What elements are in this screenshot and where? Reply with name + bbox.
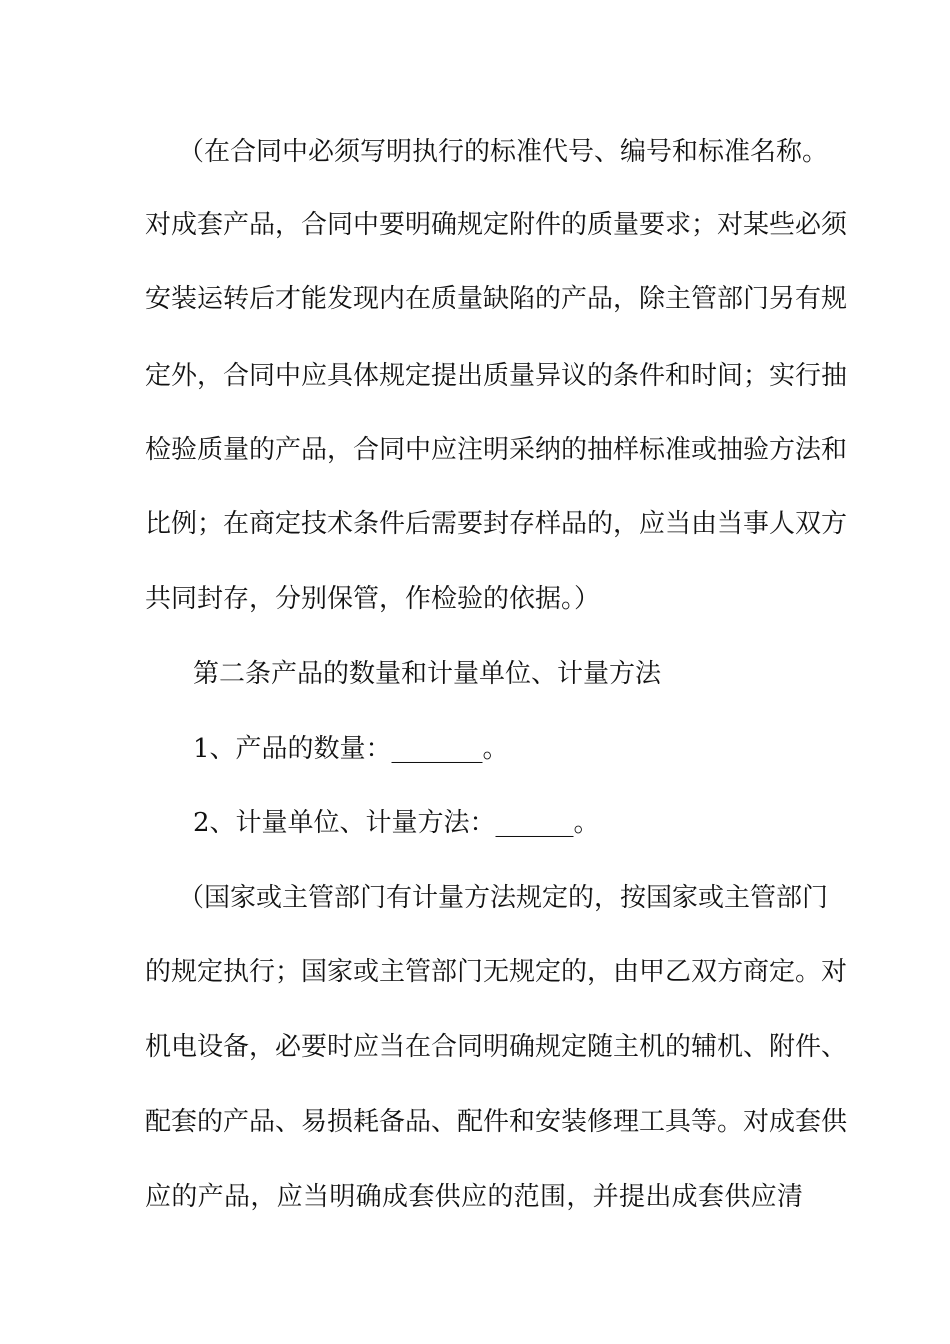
paragraph-1-line-5: 检验质量的产品，合同中应注明采纳的抽样标准或抽验方法和 bbox=[145, 435, 848, 465]
paragraph-1-line-1: （在合同中必须写明执行的标准代号、编号和标准名称。 bbox=[178, 137, 829, 167]
paragraph-1-line-2: 对成套产品，合同中要明确规定附件的质量要求；对某些必须 bbox=[145, 210, 848, 240]
paragraph-5-line-2: 的规定执行；国家或主管部门无规定的，由甲乙双方商定。对 bbox=[145, 957, 848, 987]
article-2-heading: 第二条产品的数量和计量单位、计量方法 bbox=[193, 659, 662, 689]
paragraph-1-line-6: 比例；在商定技术条件后需要封存样品的，应当由当事人双方 bbox=[145, 509, 848, 539]
paragraph-5-line-4: 配套的产品、易损耗备品、配件和安装修理工具等。对成套供 bbox=[145, 1107, 848, 1137]
paragraph-5-line-3: 机电设备，必要时应当在合同明确规定随主机的辅机、附件、 bbox=[145, 1032, 848, 1062]
paragraph-1-line-3: 安装运转后才能发现内在质量缺陷的产品，除主管部门另有规 bbox=[145, 284, 848, 314]
item-1-quantity: 1、产品的数量：_______。 bbox=[193, 734, 509, 764]
paragraph-1-line-4: 定外，合同中应具体规定提出质量异议的条件和时间；实行抽 bbox=[145, 361, 848, 391]
item-2-unit-method: 2、计量单位、计量方法：______。 bbox=[193, 808, 600, 838]
paragraph-5-line-1: （国家或主管部门有计量方法规定的，按国家或主管部门 bbox=[178, 883, 829, 913]
paragraph-1-line-7: 共同封存，分别保管，作检验的依据。） bbox=[145, 584, 601, 614]
paragraph-5-line-5: 应的产品，应当明确成套供应的范围，并提出成套供应清 bbox=[145, 1182, 803, 1212]
